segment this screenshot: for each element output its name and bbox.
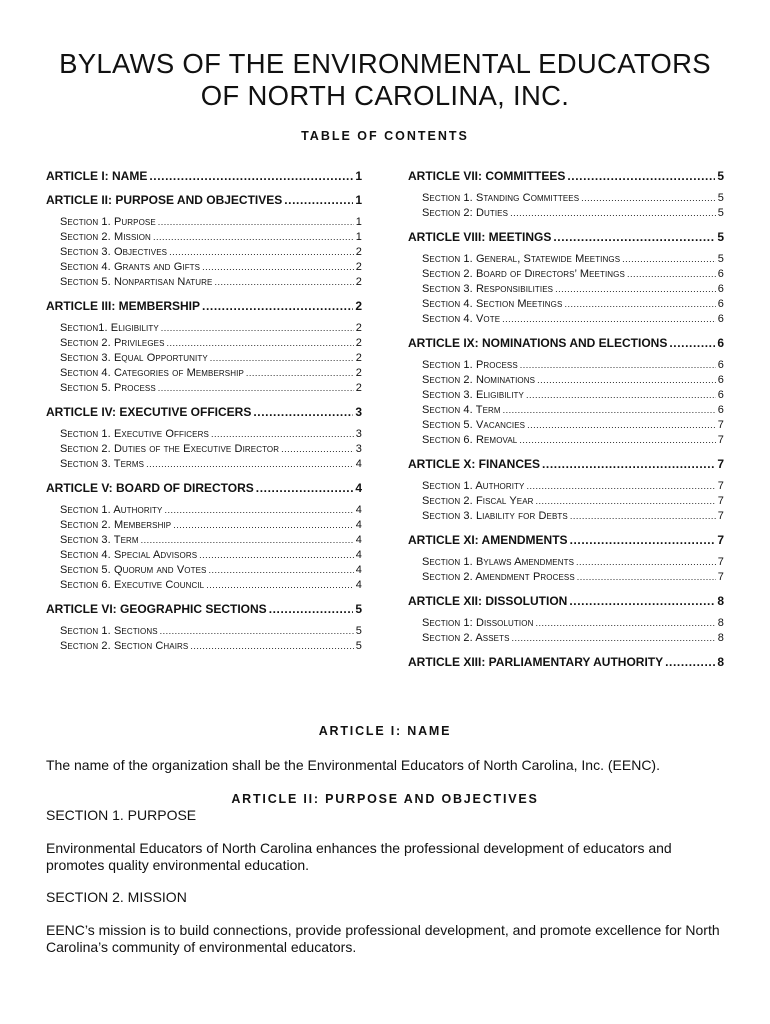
toc-page-number: 2 [355,352,362,364]
toc-entry-label: ARTICLE XI: AMENDMENTS [408,533,568,547]
toc-leader-dots [520,358,716,373]
toc-article-entry [46,480,362,496]
toc-article-entry [408,593,724,609]
toc-page-number: 2 [355,261,362,273]
toc-section-entry [408,479,724,494]
toc-page-number: 2 [355,367,362,379]
toc-article-entry [408,335,724,351]
toc-page-number: 3 [355,443,362,455]
toc-page-number: 4 [355,458,362,470]
toc-entry-label: ARTICLE VI: GEOGRAPHIC SECTIONS [46,602,267,616]
section-2-heading: SECTION 2. MISSION [46,889,187,905]
toc-entry-label: ARTICLE XIII: PARLIAMENTARY AUTHORITY [408,655,664,669]
toc-leader-dots [669,335,715,351]
toc-section-entry [46,381,362,396]
toc-heading: TABLE OF CONTENTS [301,129,469,143]
toc-article-entry [46,168,362,184]
toc-leader-dots [214,275,353,290]
toc-entry-label: Section 2: Duties [422,207,509,219]
toc-page-number: 4 [355,534,362,546]
article-1-text: The name of the organization shall be the Environmental Educators of North Carolina, Inc. (EENC). [46,757,660,773]
toc-section-entry [408,312,724,327]
toc-entry-label: ARTICLE IX: NOMINATIONS AND ELECTIONS [408,336,668,350]
toc-section-entry [408,418,724,433]
toc-leader-dots [158,381,354,396]
toc-entry-label: Section 2. Assets [422,632,510,644]
toc-page-number: 6 [717,336,724,350]
toc-leader-dots [526,479,715,494]
toc-leader-dots [512,631,716,646]
toc-leader-dots [153,230,354,245]
toc-entry-label: Section 3. Liability for Debts [422,510,568,522]
toc-entry-label: ARTICLE VIII: MEETINGS [408,230,552,244]
toc-leader-dots [564,297,715,312]
toc-page-number: 3 [355,405,362,419]
toc-page-number: 5 [717,192,724,204]
toc-leader-dots [281,442,354,457]
toc-entry-label: Section 4. Special Advisors [60,549,198,561]
toc-entry-label: Section 5. Quorum and Votes [60,564,207,576]
toc-entry-label: Section 3. Responsibilities [422,283,554,295]
toc-page-number: 8 [717,632,724,644]
toc-leader-dots [567,168,715,184]
toc-page-number: 7 [717,571,724,583]
toc-page-number: 5 [355,640,362,652]
toc-leader-dots [527,418,716,433]
toc-page-number: 1 [355,231,362,243]
toc-entry-label: Section 3. Eligibility [422,389,524,401]
toc-page-number: 6 [717,283,724,295]
toc-page-number: 6 [717,268,724,280]
toc-leader-dots [149,168,353,184]
toc-entry-label: Section 1. Purpose [60,216,156,228]
toc-section-entry [46,578,362,593]
toc-article-entry [46,298,362,314]
toc-section-group [46,427,362,472]
toc-entry-label: Section 1. Standing Committees [422,192,580,204]
toc-page-number: 5 [355,602,362,616]
toc-section-entry [408,206,724,221]
toc-entry-label: Section 1. Bylaws Amendments [422,556,575,568]
toc-entry-label: Section 5. Vacancies [422,419,526,431]
toc-entry-label: Section 2. Privileges [60,337,165,349]
toc-page-number: 2 [355,337,362,349]
toc-section-entry [46,275,362,290]
article-1-heading: ARTICLE I: NAME [318,724,452,738]
toc-entry-label: Section 2. Amendment Process [422,571,575,583]
toc-leader-dots [206,578,354,593]
toc-entry-label: Section 5. Process [60,382,156,394]
toc-entry-label: Section 1. Sections [60,625,158,637]
toc-page-number: 3 [355,428,362,440]
toc-page-number: 7 [717,556,724,568]
toc-leader-dots [167,336,354,351]
toc-entry-label: Section 2. Nominations [422,374,536,386]
toc-section-entry [408,509,724,524]
toc-entry-label: ARTICLE II: PURPOSE AND OBJECTIVES [46,193,283,207]
toc-leader-dots [519,433,715,448]
toc-section-entry [408,282,724,297]
toc-entry-label: ARTICLE III: MEMBERSHIP [46,299,201,313]
toc-page-number: 1 [355,216,362,228]
toc-leader-dots [211,427,354,442]
toc-entry-label: Section 3. Equal Opportunity [60,352,208,364]
toc-section-entry [46,245,362,260]
toc-section-entry [46,366,362,381]
toc-page-number: 8 [717,655,724,669]
toc-leader-dots [535,616,715,631]
toc-article-entry [408,532,724,548]
toc-entry-label: Section 2. Mission [60,231,151,243]
toc-entry-label: Section 3. Objectives [60,246,168,258]
title-line-2: OF NORTH CAROLINA, INC. [200,80,570,111]
toc-leader-dots [570,532,716,548]
toc-section-entry [46,260,362,275]
toc-page-number: 4 [355,519,362,531]
toc-section-entry [408,570,724,585]
toc-section-group [46,215,362,290]
toc-entry-label: Section 2. Membership [60,519,172,531]
toc-leader-dots [510,206,716,221]
toc-page-number: 2 [355,299,362,313]
toc-article-entry [408,456,724,472]
toc-leader-dots [581,191,716,206]
toc-leader-dots [161,321,354,336]
toc-section-entry [46,533,362,548]
toc-leader-dots [169,245,354,260]
toc-entry-label: Section 3. Terms [60,458,145,470]
toc-article-entry [408,229,724,245]
toc-section-entry [408,191,724,206]
toc-entry-label: Section 6. Removal [422,434,518,446]
toc-section-group [408,191,724,221]
document-title [0,48,770,112]
toc-section-entry [408,631,724,646]
toc-leader-dots [199,548,354,563]
toc-page-number: 2 [355,382,362,394]
article-2-heading: ARTICLE II: PURPOSE AND OBJECTIVES [231,792,539,806]
toc-leader-dots [208,563,353,578]
toc-page-number: 7 [717,510,724,522]
toc-entry-label: Section 1. Authority [422,480,525,492]
toc-article-entry [46,601,362,617]
toc-entry-label: Section 2. Fiscal Year [422,495,534,507]
toc-leader-dots [284,192,353,208]
toc-section-entry [46,548,362,563]
toc-entry-label: Section 4. Vote [422,313,501,325]
toc-left-column [46,168,362,654]
toc-entry-label: Section1. Eligibility [60,322,159,334]
toc-entry-label: ARTICLE V: BOARD OF DIRECTORS [46,481,254,495]
toc-entry-label: Section 1. Executive Officers [60,428,209,440]
toc-section-entry [46,442,362,457]
toc-page-number: 6 [717,298,724,310]
toc-leader-dots [665,654,715,670]
toc-entry-label: Section 4. Grants and Gifts [60,261,201,273]
toc-leader-dots [555,282,716,297]
toc-section-entry [46,639,362,654]
toc-page-number: 2 [355,246,362,258]
toc-article-entry [408,168,724,184]
toc-section-entry [46,336,362,351]
toc-section-entry [46,215,362,230]
toc-page-number: 1 [355,169,362,183]
toc-leader-dots [190,639,353,654]
toc-page-number: 6 [717,374,724,386]
toc-page-number: 8 [717,617,724,629]
toc-page-number: 1 [355,193,362,207]
toc-leader-dots [553,229,715,245]
toc-section-entry [46,351,362,366]
toc-entry-label: Section 2. Board of Directors’ Meetings [422,268,625,280]
toc-entry-label: ARTICLE X: FINANCES [408,457,540,471]
toc-section-entry [408,358,724,373]
toc-section-group [408,358,724,448]
toc-right-column [408,168,724,670]
toc-section-group [46,624,362,654]
toc-entry-label: Section 2. Section Chairs [60,640,189,652]
toc-entry-label: Section 5. Nonpartisan Nature [60,276,213,288]
toc-section-entry [408,388,724,403]
toc-leader-dots [246,366,354,381]
toc-section-entry [46,518,362,533]
toc-page-number: 4 [355,564,362,576]
toc-page-number: 5 [717,253,724,265]
toc-article-entry [46,192,362,208]
toc-page-number: 2 [355,322,362,334]
toc-entry-label: Section 1. Authority [60,504,163,516]
toc-leader-dots [146,457,354,472]
toc-leader-dots [173,518,354,533]
toc-section-entry [46,624,362,639]
toc-entry-label: Section 1: Dissolution [422,617,534,629]
toc-section-entry [408,555,724,570]
toc-leader-dots [577,570,716,585]
toc-page-number: 6 [717,404,724,416]
toc-leader-dots [202,298,353,314]
toc-leader-dots [502,312,716,327]
toc-page-number: 4 [355,549,362,561]
toc-article-entry [408,654,724,670]
toc-entry-label: Section 4. Categories of Membership [60,367,244,379]
toc-page-number: 7 [717,434,724,446]
toc-entry-label: ARTICLE VII: COMMITTEES [408,169,566,183]
toc-page-number: 7 [717,457,724,471]
toc-section-group [408,479,724,524]
toc-leader-dots [537,373,716,388]
title-line-1: BYLAWS OF THE ENVIRONMENTAL EDUCATORS [59,48,711,79]
toc-leader-dots [536,494,716,509]
section-1-text: Environmental Educators of North Carolina enhances the professional development of educators and promotes quality environmental education. [46,840,672,873]
toc-leader-dots [627,267,716,282]
toc-section-entry [46,457,362,472]
toc-section-entry [408,494,724,509]
toc-entry-label: Section 2. Duties of the Executive Director [60,443,280,455]
toc-entry-label: ARTICLE XII: DISSOLUTION [408,594,568,608]
toc-section-group [46,321,362,396]
toc-section-group [408,252,724,327]
toc-page-number: 6 [717,313,724,325]
toc-page-number: 7 [717,533,724,547]
toc-entry-label: Section 1. Process [422,359,518,371]
toc-leader-dots [542,456,715,472]
toc-section-entry [46,321,362,336]
toc-article-entry [46,404,362,420]
toc-section-entry [46,230,362,245]
toc-page-number: 5 [355,625,362,637]
toc-page-number: 7 [717,480,724,492]
toc-page-number: 6 [717,389,724,401]
toc-section-entry [408,433,724,448]
toc-page-number: 6 [717,359,724,371]
toc-section-entry [46,503,362,518]
toc-section-group [46,503,362,593]
toc-leader-dots [253,404,353,420]
toc-entry-label: Section 4. Section Meetings [422,298,563,310]
toc-leader-dots [158,215,354,230]
toc-page-number: 8 [717,594,724,608]
toc-page-number: 7 [717,419,724,431]
toc-entry-label: Section 4. Term [422,404,501,416]
toc-page-number: 4 [355,579,362,591]
toc-page-number: 5 [717,207,724,219]
toc-page-number: 2 [355,276,362,288]
toc-leader-dots [570,509,716,524]
toc-page-number: 5 [717,169,724,183]
toc-entry-label: Section 3. Term [60,534,139,546]
toc-leader-dots [569,593,715,609]
toc-section-entry [46,563,362,578]
toc-leader-dots [256,480,354,496]
toc-leader-dots [210,351,354,366]
toc-leader-dots [526,388,716,403]
toc-entry-label: ARTICLE IV: EXECUTIVE OFFICERS [46,405,252,419]
toc-leader-dots [269,601,354,617]
section-1-heading: SECTION 1. PURPOSE [46,807,197,823]
toc-section-entry [408,267,724,282]
toc-entry-label: ARTICLE I: NAME [46,169,148,183]
toc-page-number: 4 [355,504,362,516]
toc-page-number: 4 [355,481,362,495]
toc-leader-dots [164,503,353,518]
toc-leader-dots [160,624,354,639]
toc-page-number: 7 [717,495,724,507]
toc-leader-dots [503,403,716,418]
toc-leader-dots [622,252,716,267]
section-2-text: EENC’s mission is to build connections, provide professional development, and promote excellence for North Carolina’s community of environmental educators. [46,922,720,955]
toc-section-entry [408,373,724,388]
toc-entry-label: Section 6. Executive Council [60,579,205,591]
toc-section-entry [408,252,724,267]
toc-leader-dots [202,260,354,275]
toc-section-entry [408,297,724,312]
toc-section-entry [46,427,362,442]
toc-section-group [408,555,724,585]
toc-leader-dots [576,555,716,570]
toc-page-number: 5 [717,230,724,244]
toc-section-group [408,616,724,646]
toc-section-entry [408,403,724,418]
toc-leader-dots [141,533,354,548]
toc-section-entry [408,616,724,631]
toc-entry-label: Section 1. General, Statewide Meetings [422,253,621,265]
